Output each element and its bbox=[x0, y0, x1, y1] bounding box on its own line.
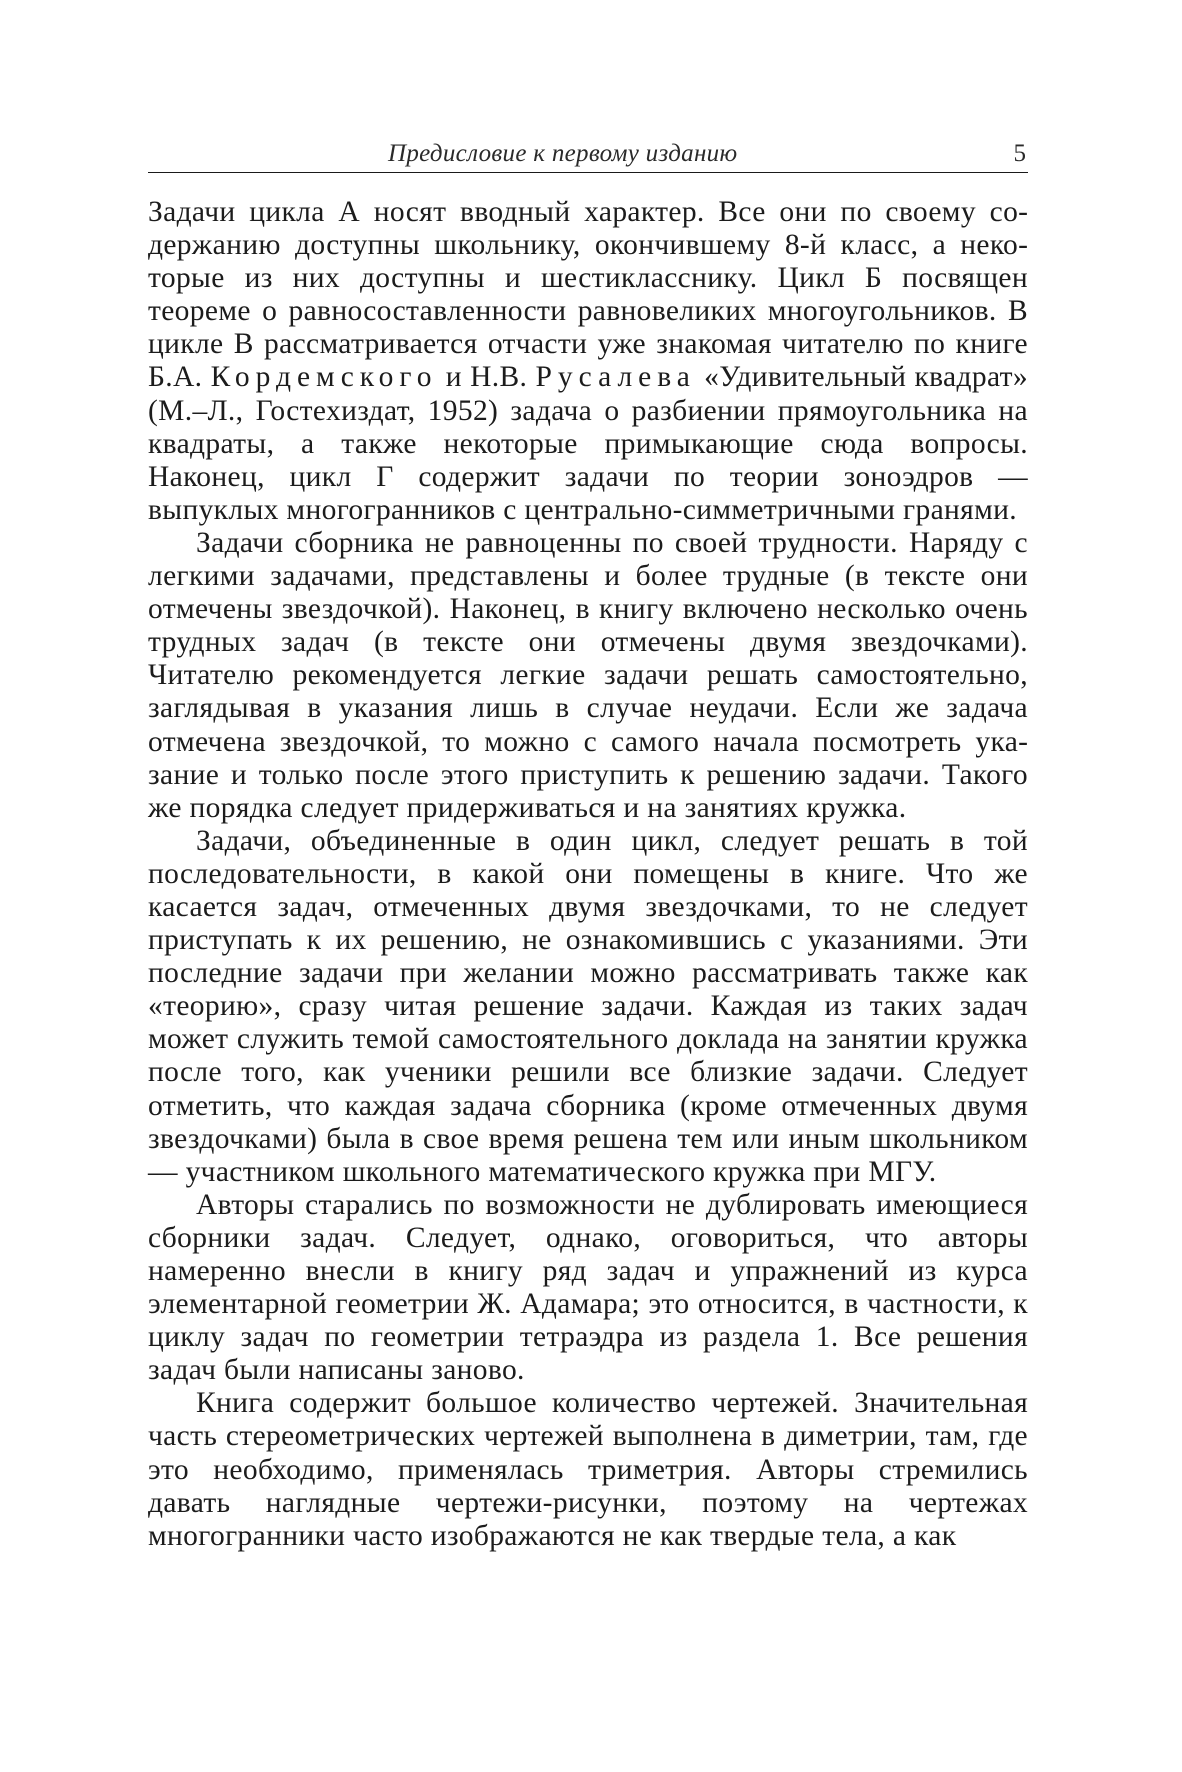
paragraph-3: Задачи, объединенные в один цикл, следует решать в той последовательности, в какой они помещены в книге. Что же касается задач, отмеченных двумя звездочками, то не следует приступать к их решению, не ознакомившись с указаниями. Эти последние задачи при желании можно рассматривать также как «теорию», сразу читая решение задачи. Каждая из таких задач может служить темой самостоятельного доклада на занятии кружка после того, как ученики решили все близкие задачи. Следует отметить, что каждая задача сборника (кроме отмеченных двумя звездочками) была в свое время решена тем или иным школьником — участником школьного математического кружка при МГУ. bbox=[148, 824, 1028, 1188]
paragraph-1-text-mid: и Н.В. bbox=[437, 361, 536, 394]
paragraph-1-text-start: Задачи цикла А носят вводный характер. Все они по своему содержанию доступны школьнику, окончившему 8-й класс, а некоторые из них доступны и шестикласснику. Цикл Б посвящен теореме о равносоставленности равновеликих многоугольников. В цикле В рассматривается отчасти уже знакомая читателю по книге Б.А. bbox=[148, 196, 1028, 394]
paragraph-1 bbox=[148, 196, 1028, 527]
running-header bbox=[148, 138, 1028, 173]
author-rusalev: Русалева bbox=[535, 361, 696, 394]
paragraph-1-text-end: «Удивительный квадрат» (М.–Л., Гостехиздат, 1952) задача о разбиении прямоугольника на квадраты, а также некоторые примыкающие сюда вопросы. Наконец, цикл Г содержит задачи по теории зоноэдров — выпуклых многогранников с центрально-симметричными гранями. bbox=[148, 361, 1028, 526]
page-number: 5 bbox=[1013, 140, 1026, 167]
paragraph-5: Книга содержит большое количество чертежей. Значительная часть стереометрических чертежей выполнена в диметрии, там, где это необходимо, применялась триметрия. Авторы стремились давать наглядные чертежи-рисунки, поэтому на чертежах многогранники часто изображаются не как твердые тела, а как bbox=[148, 1387, 1028, 1552]
author-kordemsky: Кордемского bbox=[210, 361, 438, 394]
body-text bbox=[148, 196, 1028, 1553]
paragraph-2: Задачи сборника не равноценны по своей трудности. Наряду с легкими задачами, представлены и более трудные (в тексте они отмечены звездочкой). Наконец, в книгу включено несколько очень трудных задач (в тексте они отмечены двумя звездочками). Читателю рекомендуется легкие задачи решать самостоятельно, заглядывая в указания лишь в случае неудачи. Если же задача отмечена звездочкой, то можно с самого начала посмотреть указание и только после этого приступить к решению задачи. Такого же порядка следует придерживаться и на занятиях кружка. bbox=[148, 526, 1028, 824]
paragraph-4: Авторы старались по возможности не дублировать имеющиеся сборники задач. Следует, однако, оговориться, что авторы намеренно внесли в книгу ряд задач и упражнений из курса элементарной геометрии Ж. Адамара; это относится, в частности, к циклу задач по геометрии тетраэдра из раздела 1. Все решения задач были написаны заново. bbox=[148, 1188, 1028, 1387]
running-title: Предисловие к первому изданию bbox=[388, 140, 738, 167]
